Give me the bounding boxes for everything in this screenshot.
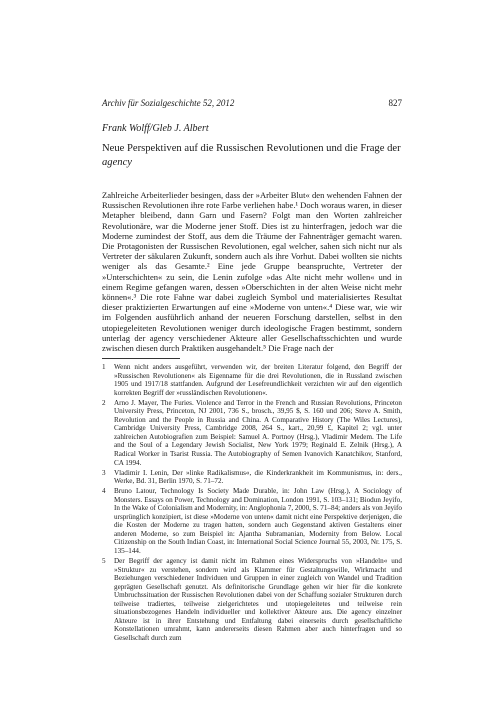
body-text xyxy=(102,190,402,353)
running-header xyxy=(102,98,402,108)
footnote-number: 3 xyxy=(102,468,106,477)
title-main: Neue Perspektiven auf die Russischen Revolutionen und die Frage der xyxy=(102,143,401,154)
footnote-text: Vladimir I. Lenin, Der »linke Radikalismus«, die Kinderkrankheit im Kommunismus, in: ders., Werke, Bd. 31, Berlin 1970, S. 71–72. xyxy=(114,468,402,486)
footnotes xyxy=(102,363,402,644)
footnote-text: Bruno Latour, Technology Is Society Made Durable, in: John Law (Hrsg.), A Sociology of Monsters. Essays on Power, Technology and Domination, London 1991, S. 103–131; Biodun Jeyifo, In the Wake of Colonialism and Modernity, in: Anglophonia 7, 2000, S. 71–84; anders als von Jeyifo ursprünglich konzipiert, ist diese »Moderne von unten« damit nicht eine Perspektive derjenigen, die die Kosten der Moderne zu tragen hatten, sondern auch Gegenstand aktiven Gestaltens einer anderen Moderne, so zum Beispiel in: Ajantha Subramanian, Modernity from Below. Local Citizenship on the South Indian Coast, in: International Social Science Journal 55, 2003, Nr. 175, S. 135–144. xyxy=(114,487,402,555)
footnote-number: 2 xyxy=(102,398,106,407)
title-italic: agency xyxy=(102,156,132,168)
footnote xyxy=(102,469,402,486)
footnote xyxy=(102,487,402,555)
footnote-number: 1 xyxy=(102,363,106,371)
footnote xyxy=(102,363,402,397)
page-number: 827 xyxy=(388,98,402,108)
footnote-text: Der Begriff der agency ist damit nicht im Rahmen eines Widerspruchs von »Handeln« und »Struktur« zu verstehen, sondern wird als Klammer für Gestaltungswille, Wirkmacht und Beziehungen verschiedener Individuen und Gruppen in einer zugleich von Wandel und Tradition geprägten Gesellschaft genutzt. Als definitorische Grundlage gehen wir hier für die konkrete Umbruchssituation der Russischen Revolutionen dabei von der Schaffung sozialer Strukturen durch teilweise tradiertes, teilweise zielgerichtetes und utopiegeleitetes und teilweise rein situationsbezogenes Handeln individueller und kollektiver Akteure aus. Die agency einzelner Akteure ist in ihrer Entstehung und Entfaltung dabei einerseits durch gesellschaftliche Konstellationen umrahmt, kann andererseits diesen Rahmen aber auch hinterfragen und so Gesellschaft durch zum xyxy=(114,557,402,642)
footnote xyxy=(102,399,402,467)
footnote-number: 5 xyxy=(102,557,106,566)
body-paragraph: Zahlreiche Arbeiterlieder besingen, dass der »Arbeiter Blut« den wehenden Fahnen der Russischen Revolutionen ihre rote Farbe verliehen habe.¹ Doch woraus waren, in dieser Metapher bleibend, dann Garn und Fasern? Folgt man den Worten zahlreicher Revolutionäre, war die Moderne jener Stoff. Dies ist zu hinterfragen, jedoch war die Moderne zumindest der Stoff, aus dem die Träume der Fahnenträger gemacht waren. Die Protagonisten der Russischen Revolutionen, egal welcher, sahen sich nicht nur als Vertreter der säkularen Zukunft, sondern auch als ihre Vorhut. Dabei wollten sie nichts weniger als das Gesamte.² Eine jede Gruppe beanspruchte, Vertreter der »Unterschichten« zu sein, die Lenin zufolge »das Alte nicht mehr wollen« und in einem Regime gefangen waren, dessen »Oberschichten in der alten Weise nicht mehr können«.³ Die rote Fahne war dabei zugleich Symbol und materialisiertes Resultat dieser praktizierten Erwartungen auf eine »Moderne von unten«.⁴ Diese war, wie wir im Folgenden ausführlich anhand der neueren Forschung darstellen, selbst in den utopiegeleiteten Revolutionen weniger durch ideologische Fragen bestimmt, sondern unterlag der agency verschiedener Akteure aller Gesellschaftsschichten und wurde zwischen diesen durch Praktiken ausgehandelt.⁵ Die Frage nach der xyxy=(102,190,402,354)
footnote-number: 4 xyxy=(102,487,106,496)
footnote-text: Arno J. Mayer, The Furies. Violence and Terror in the French and Russian Revolutions, Princeton University Press, Princeton, NJ 2001, 736 S., brosch., 39,95 $, S. 160 und 206; Steve A. Smith, Revolution and the People in Russia and China. A Comparative History (The Wiles Lectures), Cambridge University Press, Cambridge 2008, 264 S., kart., 20,99 £, Kapitel 2; vgl. unter zahlreichen Autobiografien zum Beispiel: Samuel A. Portnoy (Hrsg.), Vladimir Medem. The Life and the Soul of a Legendary Jewish Socialist, New York 1979; Reginald E. Zelnik (Hrsg.), A Radical Worker in Tsarist Russia. The Autobiography of Semen Ivanovich Kanatchikov, Stanford, CA 1994. xyxy=(114,398,402,467)
footnote-text: Wenn nicht anders ausgeführt, verwenden wir, der breiten Literatur folgend, den Begriff der »Russischen Revolutionen« als Eigenname für die drei Revolutionen, die in Russland zwischen 1905 und 1917/18 stattfanden. Aufgrund der Lesefreundlichkeit verzichten wir auf den eigentlich korrekten Begriff der »russländischen Revolutionen«. xyxy=(114,363,402,397)
journal-title: Archiv für Sozialgeschichte 52, 2012 xyxy=(102,98,235,108)
article-authors: Frank Wolff/Gleb J. Albert xyxy=(102,123,209,134)
footnote xyxy=(102,557,402,642)
article-title xyxy=(102,142,402,169)
footnote-divider xyxy=(102,358,180,359)
